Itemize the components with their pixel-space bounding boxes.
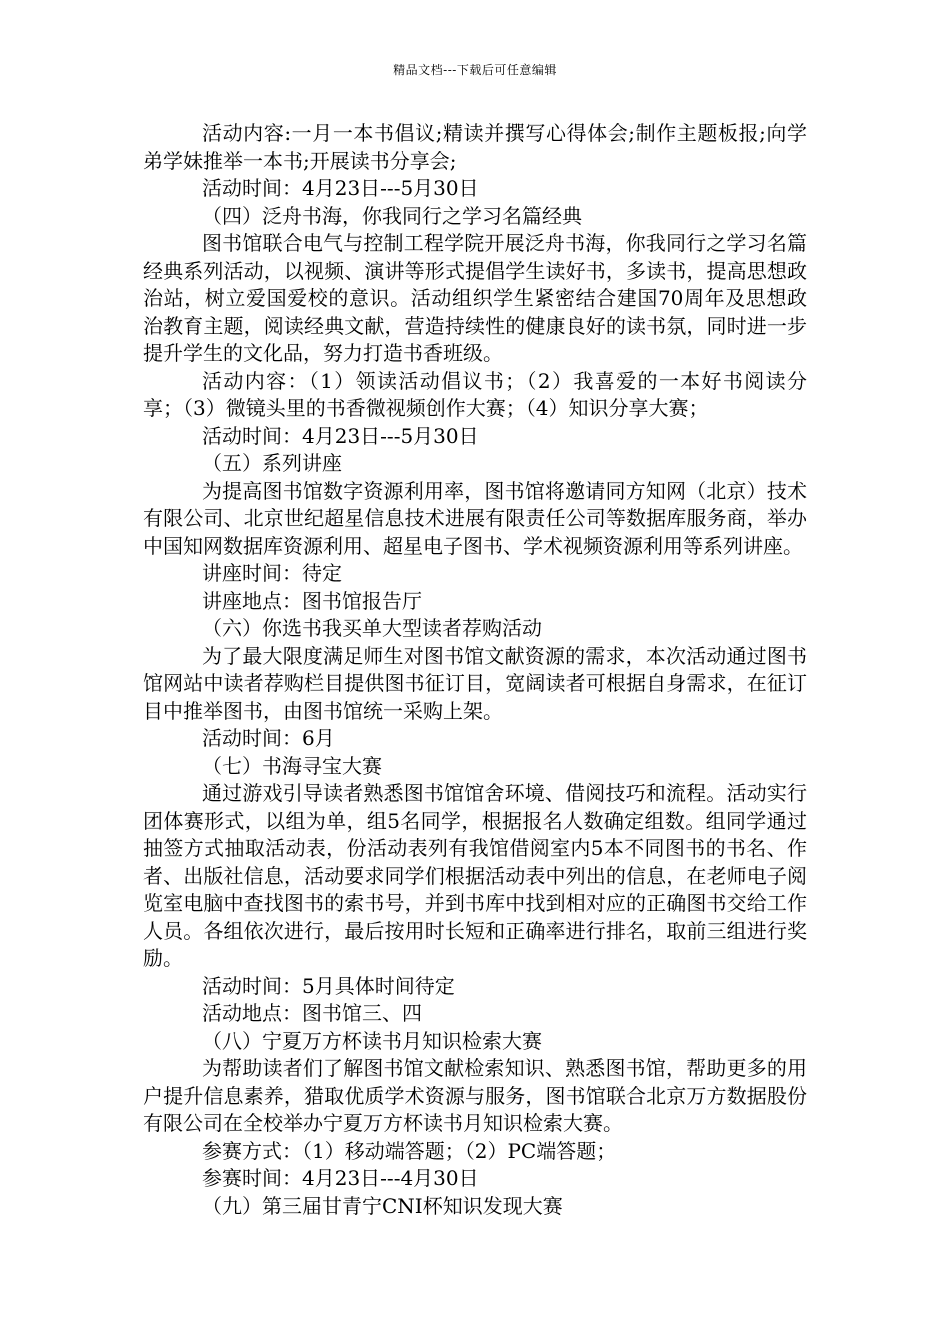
section-8-description: 为帮助读者们了解图书馆文献检索知识、熟悉图书馆，帮助更多的用户提升信息素养，猎取优质学术资源与服务，图书馆联合北京万方数据股份有限公司在全校举办宁夏万方杯读书月知识检索大赛。: [143, 1056, 807, 1135]
section-8-method: 参赛方式：（1）移动端答题；（2）PC端答题；: [202, 1138, 617, 1163]
section-heading-5: （五）系列讲座: [202, 451, 342, 475]
section-4-description: 图书馆联合电气与控制工程学院开展泛舟书海，你我同行之学习名篇经典系列活动，以视频、演讲等形式提倡学生读好书，多读书，提高思想政治站，树立爱国爱校的意识。活动组织学生紧密结合建国70周年及思想政治教育主题，阅读经典文献，营造持续性的健康良好的读书氛，同时进一步提升学生的文化品，努力打造书香班级。: [143, 231, 807, 365]
section-5-time: 讲座时间：待定: [202, 561, 342, 585]
section-5-location: 讲座地点：图书馆报告厅: [202, 588, 422, 613]
section-heading-4: （四）泛舟书海，你我同行之学习名篇经典: [202, 203, 582, 228]
section-8-time: 参赛时间：4月23日---4月30日: [202, 1166, 479, 1190]
section-heading-9: （九）第三届甘青宁CNI杯知识发现大赛: [202, 1193, 563, 1218]
section-7-location: 活动地点：图书馆三、四: [202, 1001, 422, 1025]
activity-time-line: 活动时间：4月23日---5月30日: [202, 176, 479, 200]
section-heading-8: （八）宁夏万方杯读书月知识检索大赛: [202, 1028, 542, 1053]
section-6-description: 为了最大限度满足师生对图书馆文献资源的需求，本次活动通过图书馆网站中读者荐购栏目提供图书征订目，宽阔读者可根据自身需求，在征订目中推举图书，由图书馆统一采购上架。: [143, 643, 807, 723]
section-4-content: 活动内容：（1）领读活动倡议书；（2）我喜爱的一本好书阅读分享；（3）微镜头里的书香微视频创作大赛；（4）知识分享大赛；: [143, 368, 807, 420]
activity-content-paragraph: 活动内容:一月一本书倡议;精读并撰写心得体会;制作主题板报;向学弟学妹推举一本书;开展读书分享会;: [143, 121, 807, 173]
section-5-description: 为提高图书馆数字资源利用率，图书馆将邀请同方知网（北京）技术有限公司、北京世纪超星信息技术进展有限责任公司等数据库服务商，举办中国知网数据库资源利用、超星电子图书、学术视频资源利用等系列讲座。: [143, 478, 807, 558]
section-heading-7: （七）书海寻宝大赛: [202, 753, 382, 778]
section-7-description: 通过游戏引导读者熟悉图书馆馆舍环境、借阅技巧和流程。活动实行团体赛形式，以组为单，组5名同学，根据报名人数确定组数。组同学通过抽签方式抽取活动表，份活动表列有我馆借阅室内5本不同图书的书名、作者、出版社信息，活动要求同学们根据活动表中列出的信息，在老师电子阅览室电脑中查找图书的索书号，并到书库中找到相对应的正确图书交给工作人员。各组依次进行，最后按用时长短和正确率进行排名，取前三组进行奖励。: [143, 781, 807, 970]
section-4-time: 活动时间：4月23日---5月30日: [202, 423, 479, 448]
section-6-time: 活动时间：6月: [202, 726, 335, 750]
section-7-time: 活动时间：5月具体时间待定: [202, 973, 455, 998]
section-heading-6: （六）你选书我买单大型读者荐购活动: [202, 616, 542, 640]
page-header: 精品文档---下载后可任意编辑: [393, 63, 557, 77]
document-body: [143, 120, 807, 1220]
